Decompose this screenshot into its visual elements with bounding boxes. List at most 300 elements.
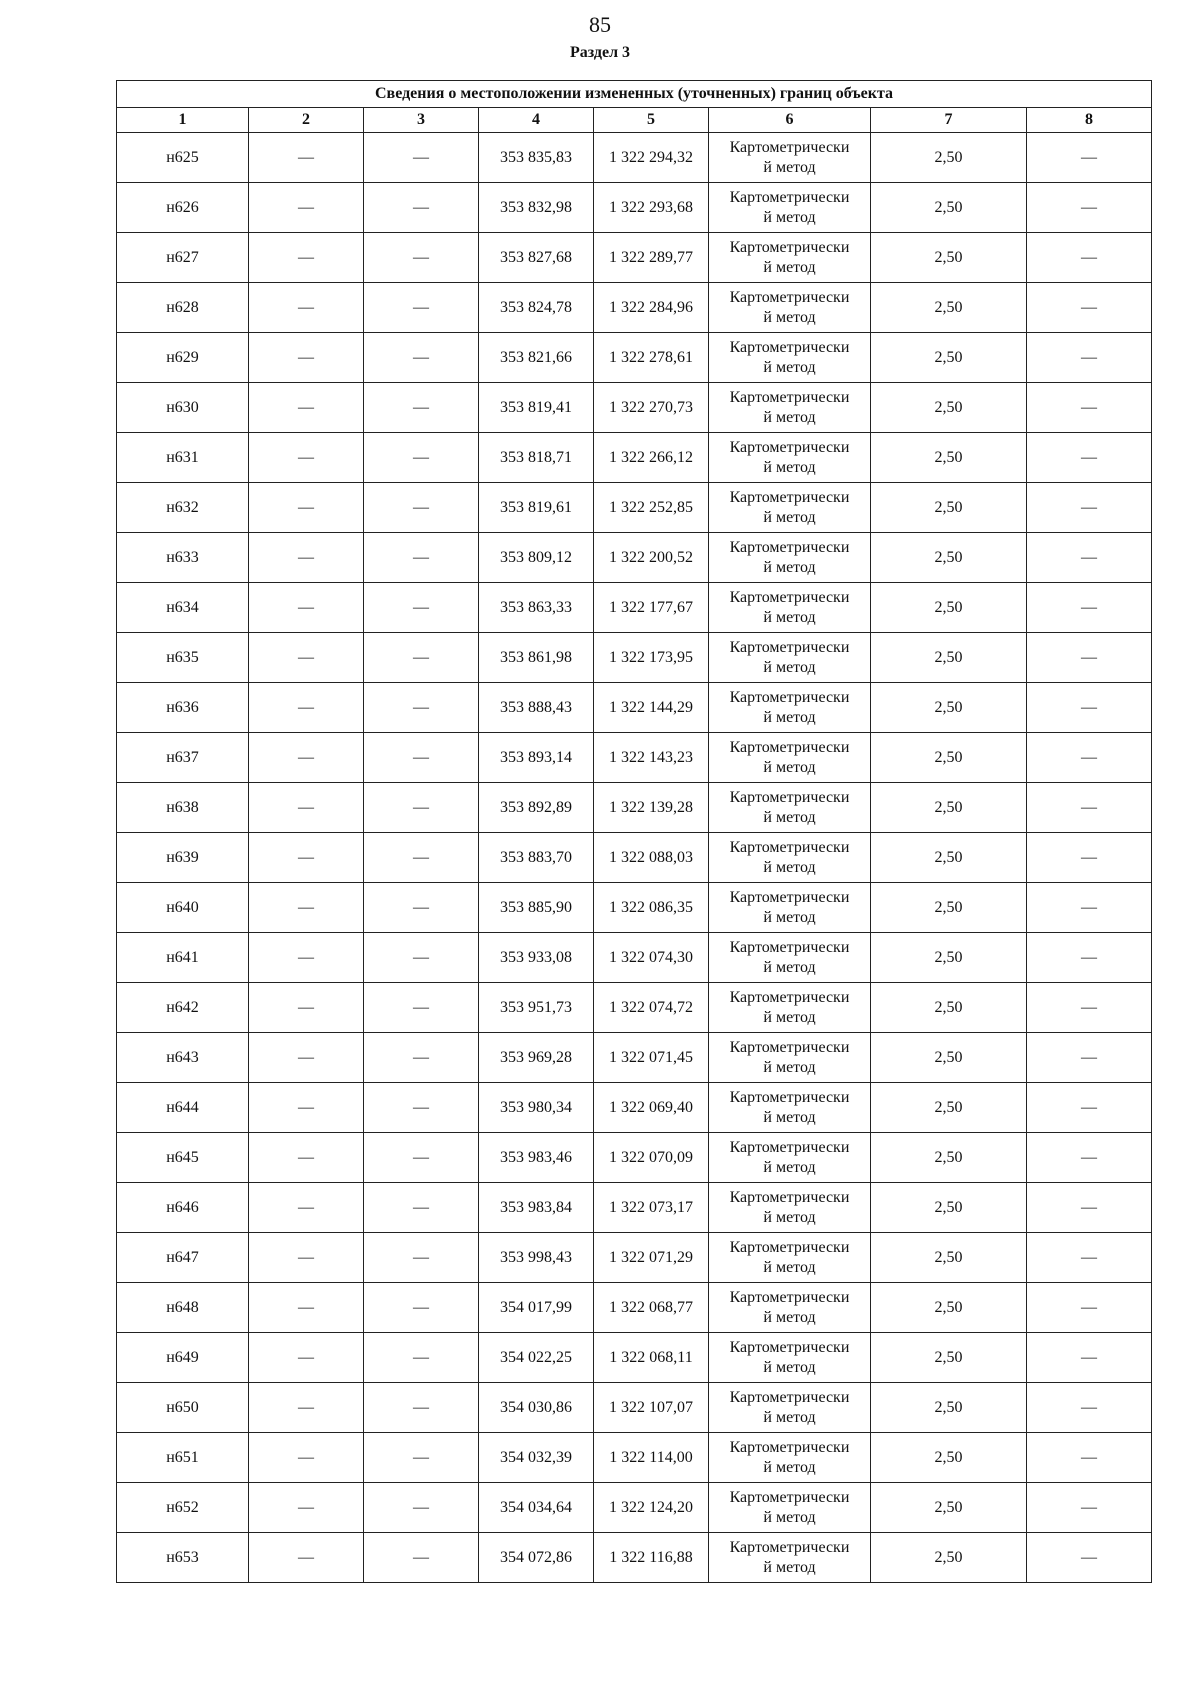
method-line: Картометрически: [729, 438, 850, 456]
point-cell: н640: [117, 883, 249, 933]
method-cell: [709, 1083, 871, 1133]
empty-dash-cell: —: [364, 1233, 479, 1283]
empty-dash-cell: —: [364, 1333, 479, 1383]
point-cell: н643: [117, 1033, 249, 1083]
method-line: Картометрически: [729, 1438, 850, 1456]
empty-dash-cell: —: [364, 233, 479, 283]
point-cell: н639: [117, 833, 249, 883]
section-title: Раздел 3: [569, 44, 631, 61]
method-line: й метод: [763, 208, 816, 226]
method-line: й метод: [763, 658, 816, 676]
method-line: Картометрически: [729, 738, 850, 756]
accuracy-cell: 2,50: [871, 1183, 1027, 1233]
x-coordinate-cell: 353 969,28: [479, 1033, 594, 1083]
accuracy-cell: 2,50: [871, 1333, 1027, 1383]
empty-dash-cell: —: [364, 1133, 479, 1183]
table-row: [117, 483, 1152, 533]
empty-dash-cell: —: [364, 1033, 479, 1083]
method-line: Картометрически: [729, 1538, 850, 1556]
method-cell: [709, 333, 871, 383]
table-row: [117, 283, 1152, 333]
table-caption: Сведения о местоположении измененных (уточненных) границ объекта: [117, 81, 1152, 108]
table-row: [117, 333, 1152, 383]
empty-dash-cell: —: [1027, 233, 1152, 283]
method-cell: [709, 283, 871, 333]
method-line: й метод: [763, 958, 816, 976]
table-row: [117, 1533, 1152, 1583]
table-row: [117, 1083, 1152, 1133]
table-row: [117, 133, 1152, 183]
table-row: [117, 1133, 1152, 1183]
empty-dash-cell: —: [249, 583, 364, 633]
table-row: [117, 733, 1152, 783]
method-cell: [709, 883, 871, 933]
y-coordinate-cell: 1 322 139,28: [594, 783, 709, 833]
empty-dash-cell: —: [249, 233, 364, 283]
empty-dash-cell: —: [249, 933, 364, 983]
point-cell: н650: [117, 1383, 249, 1433]
empty-dash-cell: —: [364, 1433, 479, 1483]
y-coordinate-cell: 1 322 107,07: [594, 1383, 709, 1433]
empty-dash-cell: —: [364, 783, 479, 833]
empty-dash-cell: —: [249, 283, 364, 333]
method-cell: [709, 233, 871, 283]
x-coordinate-cell: 353 832,98: [479, 183, 594, 233]
table-row: [117, 833, 1152, 883]
point-cell: н642: [117, 983, 249, 1033]
method-cell: [709, 433, 871, 483]
empty-dash-cell: —: [364, 583, 479, 633]
empty-dash-cell: —: [249, 983, 364, 1033]
empty-dash-cell: —: [249, 183, 364, 233]
method-cell: [709, 1383, 871, 1433]
accuracy-cell: 2,50: [871, 1483, 1027, 1533]
method-line: й метод: [763, 908, 816, 926]
x-coordinate-cell: 354 034,64: [479, 1483, 594, 1533]
point-cell: н626: [117, 183, 249, 233]
method-line: й метод: [763, 1408, 816, 1426]
method-line: Картометрически: [729, 188, 850, 206]
empty-dash-cell: —: [249, 683, 364, 733]
x-coordinate-cell: 353 824,78: [479, 283, 594, 333]
accuracy-cell: 2,50: [871, 333, 1027, 383]
method-line: й метод: [763, 1558, 816, 1576]
table-row: [117, 183, 1152, 233]
x-coordinate-cell: 354 030,86: [479, 1383, 594, 1433]
accuracy-cell: 2,50: [871, 383, 1027, 433]
empty-dash-cell: —: [249, 1083, 364, 1133]
empty-dash-cell: —: [364, 1533, 479, 1583]
column-number: 8: [1027, 108, 1152, 133]
method-cell: [709, 683, 871, 733]
x-coordinate-cell: 353 892,89: [479, 783, 594, 833]
y-coordinate-cell: 1 322 293,68: [594, 183, 709, 233]
method-line: Картометрически: [729, 1138, 850, 1156]
x-coordinate-cell: 353 888,43: [479, 683, 594, 733]
empty-dash-cell: —: [1027, 933, 1152, 983]
x-coordinate-cell: 353 980,34: [479, 1083, 594, 1133]
accuracy-cell: 2,50: [871, 1083, 1027, 1133]
empty-dash-cell: —: [1027, 133, 1152, 183]
point-cell: н653: [117, 1533, 249, 1583]
method-line: й метод: [763, 1258, 816, 1276]
column-number: 2: [249, 108, 364, 133]
method-line: й метод: [763, 1308, 816, 1326]
table-row: [117, 533, 1152, 583]
column-number: 4: [479, 108, 594, 133]
empty-dash-cell: —: [364, 833, 479, 883]
method-line: Картометрически: [729, 1288, 850, 1306]
table-row: [117, 233, 1152, 283]
table-row: [117, 1233, 1152, 1283]
method-line: Картометрически: [729, 1238, 850, 1256]
empty-dash-cell: —: [1027, 183, 1152, 233]
y-coordinate-cell: 1 322 114,00: [594, 1433, 709, 1483]
accuracy-cell: 2,50: [871, 833, 1027, 883]
point-cell: н646: [117, 1183, 249, 1233]
method-line: й метод: [763, 608, 816, 626]
empty-dash-cell: —: [1027, 983, 1152, 1033]
method-cell: [709, 1133, 871, 1183]
method-cell: [709, 1483, 871, 1533]
table-row: [117, 1483, 1152, 1533]
method-line: Картометрически: [729, 788, 850, 806]
column-number: 1: [117, 108, 249, 133]
method-cell: [709, 133, 871, 183]
table-row: [117, 983, 1152, 1033]
method-cell: [709, 583, 871, 633]
empty-dash-cell: —: [249, 333, 364, 383]
point-cell: н635: [117, 633, 249, 683]
method-line: Картометрически: [729, 838, 850, 856]
accuracy-cell: 2,50: [871, 1433, 1027, 1483]
empty-dash-cell: —: [249, 1233, 364, 1283]
table-row: [117, 583, 1152, 633]
empty-dash-cell: —: [364, 883, 479, 933]
accuracy-cell: 2,50: [871, 1283, 1027, 1333]
accuracy-cell: 2,50: [871, 633, 1027, 683]
empty-dash-cell: —: [249, 533, 364, 583]
accuracy-cell: 2,50: [871, 583, 1027, 633]
y-coordinate-cell: 1 322 252,85: [594, 483, 709, 533]
empty-dash-cell: —: [1027, 1283, 1152, 1333]
x-coordinate-cell: 353 818,71: [479, 433, 594, 483]
column-number-row: [117, 108, 1152, 133]
point-cell: н632: [117, 483, 249, 533]
y-coordinate-cell: 1 322 071,29: [594, 1233, 709, 1283]
method-line: й метод: [763, 1008, 816, 1026]
y-coordinate-cell: 1 322 069,40: [594, 1083, 709, 1133]
empty-dash-cell: —: [1027, 1083, 1152, 1133]
method-cell: [709, 383, 871, 433]
method-cell: [709, 783, 871, 833]
x-coordinate-cell: 354 022,25: [479, 1333, 594, 1383]
point-cell: н652: [117, 1483, 249, 1533]
method-cell: [709, 933, 871, 983]
table-row: [117, 1383, 1152, 1433]
empty-dash-cell: —: [249, 733, 364, 783]
accuracy-cell: 2,50: [871, 683, 1027, 733]
empty-dash-cell: —: [249, 133, 364, 183]
method-line: Картометрически: [729, 1038, 850, 1056]
y-coordinate-cell: 1 322 270,73: [594, 383, 709, 433]
method-cell: [709, 1033, 871, 1083]
method-line: й метод: [763, 158, 816, 176]
method-line: Картометрически: [729, 238, 850, 256]
empty-dash-cell: —: [1027, 1183, 1152, 1233]
empty-dash-cell: —: [1027, 283, 1152, 333]
x-coordinate-cell: 353 809,12: [479, 533, 594, 583]
y-coordinate-cell: 1 322 289,77: [594, 233, 709, 283]
accuracy-cell: 2,50: [871, 133, 1027, 183]
method-line: Картометрически: [729, 1088, 850, 1106]
x-coordinate-cell: 353 863,33: [479, 583, 594, 633]
empty-dash-cell: —: [1027, 1133, 1152, 1183]
method-line: й метод: [763, 1508, 816, 1526]
accuracy-cell: 2,50: [871, 433, 1027, 483]
page-number: 85: [589, 12, 611, 37]
x-coordinate-cell: 353 951,73: [479, 983, 594, 1033]
empty-dash-cell: —: [364, 1083, 479, 1133]
table-row: [117, 433, 1152, 483]
method-cell: [709, 733, 871, 783]
empty-dash-cell: —: [1027, 1383, 1152, 1433]
method-cell: [709, 1233, 871, 1283]
y-coordinate-cell: 1 322 266,12: [594, 433, 709, 483]
method-line: й метод: [763, 1208, 816, 1226]
method-line: Картометрически: [729, 888, 850, 906]
x-coordinate-cell: 353 827,68: [479, 233, 594, 283]
point-cell: н625: [117, 133, 249, 183]
point-cell: н636: [117, 683, 249, 733]
method-line: й метод: [763, 458, 816, 476]
column-number: 7: [871, 108, 1027, 133]
method-line: й метод: [763, 558, 816, 576]
method-line: Картометрически: [729, 1338, 850, 1356]
accuracy-cell: 2,50: [871, 183, 1027, 233]
table-body: [117, 133, 1152, 1583]
empty-dash-cell: —: [249, 1133, 364, 1183]
accuracy-cell: 2,50: [871, 983, 1027, 1033]
method-line: Картометрически: [729, 288, 850, 306]
accuracy-cell: 2,50: [871, 733, 1027, 783]
method-line: Картометрически: [729, 1488, 850, 1506]
method-line: Картометрически: [729, 338, 850, 356]
accuracy-cell: 2,50: [871, 233, 1027, 283]
column-number: 3: [364, 108, 479, 133]
accuracy-cell: 2,50: [871, 1133, 1027, 1183]
method-line: Картометрически: [729, 1388, 850, 1406]
empty-dash-cell: —: [249, 1383, 364, 1433]
point-cell: н649: [117, 1333, 249, 1383]
table-row: [117, 1433, 1152, 1483]
accuracy-cell: 2,50: [871, 1033, 1027, 1083]
empty-dash-cell: —: [364, 483, 479, 533]
point-cell: н627: [117, 233, 249, 283]
empty-dash-cell: —: [364, 133, 479, 183]
method-line: Картометрически: [729, 988, 850, 1006]
x-coordinate-cell: 354 017,99: [479, 1283, 594, 1333]
y-coordinate-cell: 1 322 068,11: [594, 1333, 709, 1383]
x-coordinate-cell: 353 885,90: [479, 883, 594, 933]
x-coordinate-cell: 353 893,14: [479, 733, 594, 783]
empty-dash-cell: —: [1027, 483, 1152, 533]
method-line: Картометрически: [729, 638, 850, 656]
method-line: й метод: [763, 1158, 816, 1176]
boundary-coordinates-table: [116, 80, 1152, 1583]
accuracy-cell: 2,50: [871, 483, 1027, 533]
x-coordinate-cell: 353 883,70: [479, 833, 594, 883]
empty-dash-cell: —: [1027, 1033, 1152, 1083]
y-coordinate-cell: 1 322 278,61: [594, 333, 709, 383]
point-cell: н628: [117, 283, 249, 333]
empty-dash-cell: —: [249, 383, 364, 433]
method-cell: [709, 633, 871, 683]
table-row: [117, 933, 1152, 983]
empty-dash-cell: —: [1027, 733, 1152, 783]
column-number: 5: [594, 108, 709, 133]
y-coordinate-cell: 1 322 074,30: [594, 933, 709, 983]
method-cell: [709, 183, 871, 233]
empty-dash-cell: —: [364, 1383, 479, 1433]
empty-dash-cell: —: [364, 433, 479, 483]
empty-dash-cell: —: [364, 933, 479, 983]
empty-dash-cell: —: [1027, 333, 1152, 383]
y-coordinate-cell: 1 322 143,23: [594, 733, 709, 783]
table-row: [117, 1333, 1152, 1383]
empty-dash-cell: —: [364, 533, 479, 583]
y-coordinate-cell: 1 322 073,17: [594, 1183, 709, 1233]
empty-dash-cell: —: [1027, 883, 1152, 933]
x-coordinate-cell: 354 072,86: [479, 1533, 594, 1583]
table-row: [117, 1183, 1152, 1233]
method-line: й метод: [763, 358, 816, 376]
empty-dash-cell: —: [249, 1183, 364, 1233]
method-line: Картометрически: [729, 938, 850, 956]
y-coordinate-cell: 1 322 200,52: [594, 533, 709, 583]
method-line: й метод: [763, 1358, 816, 1376]
empty-dash-cell: —: [1027, 833, 1152, 883]
point-cell: н648: [117, 1283, 249, 1333]
y-coordinate-cell: 1 322 088,03: [594, 833, 709, 883]
empty-dash-cell: —: [1027, 1483, 1152, 1533]
method-line: й метод: [763, 808, 816, 826]
x-coordinate-cell: 353 933,08: [479, 933, 594, 983]
accuracy-cell: 2,50: [871, 1383, 1027, 1433]
method-line: Картометрически: [729, 1188, 850, 1206]
point-cell: н644: [117, 1083, 249, 1133]
accuracy-cell: 2,50: [871, 933, 1027, 983]
method-cell: [709, 483, 871, 533]
method-cell: [709, 1333, 871, 1383]
point-cell: н631: [117, 433, 249, 483]
empty-dash-cell: —: [364, 183, 479, 233]
empty-dash-cell: —: [1027, 783, 1152, 833]
point-cell: н634: [117, 583, 249, 633]
empty-dash-cell: —: [364, 733, 479, 783]
empty-dash-cell: —: [249, 1533, 364, 1583]
accuracy-cell: 2,50: [871, 1233, 1027, 1283]
method-line: й метод: [763, 1058, 816, 1076]
empty-dash-cell: —: [249, 1283, 364, 1333]
table-row: [117, 633, 1152, 683]
empty-dash-cell: —: [364, 633, 479, 683]
empty-dash-cell: —: [249, 633, 364, 683]
method-line: Картометрически: [729, 138, 850, 156]
y-coordinate-cell: 1 322 294,32: [594, 133, 709, 183]
y-coordinate-cell: 1 322 173,95: [594, 633, 709, 683]
empty-dash-cell: —: [364, 383, 479, 433]
x-coordinate-cell: 353 998,43: [479, 1233, 594, 1283]
empty-dash-cell: —: [364, 683, 479, 733]
method-cell: [709, 1533, 871, 1583]
point-cell: н629: [117, 333, 249, 383]
empty-dash-cell: —: [1027, 633, 1152, 683]
table-row: [117, 1033, 1152, 1083]
empty-dash-cell: —: [249, 1033, 364, 1083]
method-line: й метод: [763, 1458, 816, 1476]
method-line: й метод: [763, 258, 816, 276]
x-coordinate-cell: 353 861,98: [479, 633, 594, 683]
method-line: Картометрически: [729, 538, 850, 556]
y-coordinate-cell: 1 322 068,77: [594, 1283, 709, 1333]
method-line: й метод: [763, 708, 816, 726]
method-cell: [709, 1433, 871, 1483]
y-coordinate-cell: 1 322 144,29: [594, 683, 709, 733]
method-line: й метод: [763, 508, 816, 526]
empty-dash-cell: —: [1027, 1333, 1152, 1383]
accuracy-cell: 2,50: [871, 1533, 1027, 1583]
empty-dash-cell: —: [249, 1433, 364, 1483]
point-cell: н641: [117, 933, 249, 983]
y-coordinate-cell: 1 322 086,35: [594, 883, 709, 933]
empty-dash-cell: —: [364, 333, 479, 383]
y-coordinate-cell: 1 322 284,96: [594, 283, 709, 333]
empty-dash-cell: —: [364, 1283, 479, 1333]
y-coordinate-cell: 1 322 124,20: [594, 1483, 709, 1533]
x-coordinate-cell: 353 819,61: [479, 483, 594, 533]
empty-dash-cell: —: [364, 983, 479, 1033]
y-coordinate-cell: 1 322 116,88: [594, 1533, 709, 1583]
accuracy-cell: 2,50: [871, 783, 1027, 833]
method-line: й метод: [763, 408, 816, 426]
empty-dash-cell: —: [1027, 533, 1152, 583]
empty-dash-cell: —: [364, 283, 479, 333]
table-row: [117, 383, 1152, 433]
y-coordinate-cell: 1 322 074,72: [594, 983, 709, 1033]
method-line: й метод: [763, 858, 816, 876]
y-coordinate-cell: 1 322 177,67: [594, 583, 709, 633]
point-cell: н651: [117, 1433, 249, 1483]
empty-dash-cell: —: [249, 783, 364, 833]
point-cell: н647: [117, 1233, 249, 1283]
empty-dash-cell: —: [1027, 683, 1152, 733]
empty-dash-cell: —: [1027, 433, 1152, 483]
accuracy-cell: 2,50: [871, 533, 1027, 583]
table-row: [117, 883, 1152, 933]
empty-dash-cell: —: [1027, 583, 1152, 633]
method-line: й метод: [763, 308, 816, 326]
empty-dash-cell: —: [364, 1483, 479, 1533]
column-number: 6: [709, 108, 871, 133]
empty-dash-cell: —: [1027, 1533, 1152, 1583]
empty-dash-cell: —: [249, 1483, 364, 1533]
accuracy-cell: 2,50: [871, 883, 1027, 933]
x-coordinate-cell: 353 983,46: [479, 1133, 594, 1183]
method-line: Картометрически: [729, 388, 850, 406]
empty-dash-cell: —: [1027, 383, 1152, 433]
empty-dash-cell: —: [249, 483, 364, 533]
